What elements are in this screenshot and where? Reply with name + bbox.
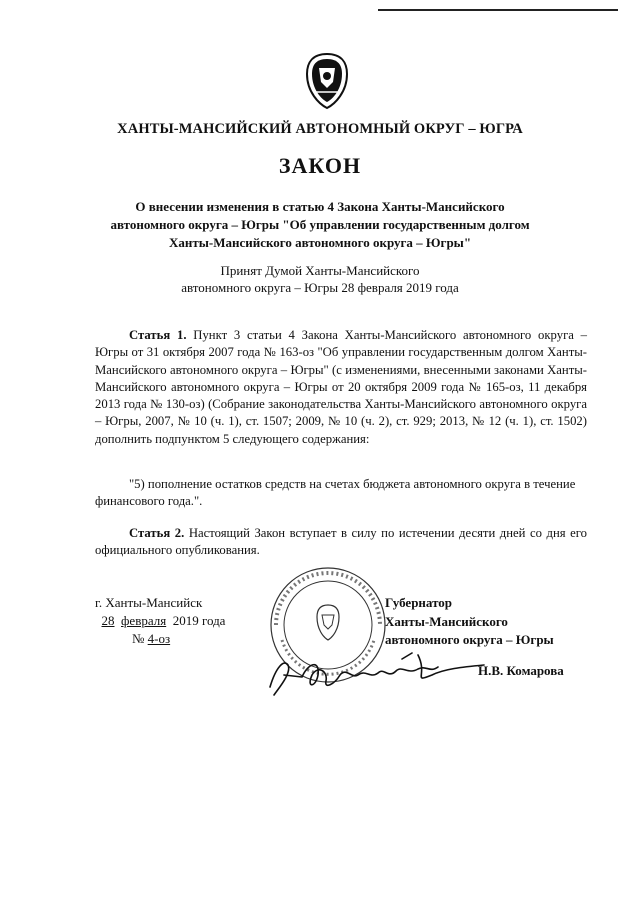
law-title-line: О внесении изменения в статью 4 Закона Ханты-Мансийского: [135, 199, 505, 214]
law-title: [60, 198, 580, 252]
article-1-label: Статья 1.: [129, 328, 187, 342]
law-number-value: 4-оз: [147, 631, 171, 646]
article-2: [95, 525, 587, 560]
signer-title-line: автономного округа – Югры: [385, 632, 554, 647]
article-1-quote-text: "5) пополнение остатков средств на счетах бюджета автономного округа в течение финансового года.".: [95, 477, 576, 509]
article-1-quote: [95, 476, 587, 511]
handwritten-signature: [262, 645, 492, 700]
article-1-text: Пункт 3 статьи 4 Закона Ханты-Мансийского автономного округа – Югры от 31 октября 2007 года № 163-оз "Об управлении государственным долгом Ханты-Мансийского автономного округа – Югры" (с изменениями, внесенными законами Ханты-Мансийского автономного округа – Югры от 20 октября 2009 года № 165-оз, 11 декабря 2013 года № 130-оз) (Собрание законодательства Ханты-Мансийского автономного округа – Югры, 2007, № 10 (ч. 1), ст. 1507; 2009, № 10 (ч. 2), ст. 929; 2013, № 12 (ч. 1), ст. 1502) дополнить подпунктом 5 следующего содержания:: [95, 328, 588, 446]
signer-title: [385, 594, 585, 650]
article-2-label: Статья 2.: [129, 526, 185, 540]
region-heading: ХАНТЫ-МАНСИЙСКИЙ АВТОНОМНЫЙ ОКРУГ – ЮГРА: [117, 121, 523, 137]
top-border-line: [378, 9, 618, 11]
date-day: 28: [101, 613, 115, 628]
adoption-line: Принят Думой Ханты-Мансийского: [220, 263, 420, 278]
law-title-line: автономного округа – Югры "Об управлении государственным долгом: [110, 217, 530, 232]
law-number: [132, 630, 170, 648]
adoption-note: [100, 262, 540, 296]
law-number-prefix: №: [132, 631, 145, 646]
signer-title-line: Ханты-Мансийского: [385, 613, 508, 629]
article-1: [95, 327, 587, 448]
adoption-line: автономного округа – Югры 28 февраля 2019 года: [181, 280, 459, 295]
coat-of-arms-emblem: [303, 52, 351, 110]
signer-title-line: Губернатор: [385, 595, 453, 610]
law-title-line: Ханты-Мансийского автономного округа – Югры": [168, 235, 472, 250]
date-month: февраля: [121, 613, 167, 628]
document-type-heading: ЗАКОН: [278, 153, 362, 178]
date-year: 2019 года: [172, 613, 226, 628]
signing-date: [95, 612, 225, 630]
signing-place: г. Ханты-Мансийск: [95, 595, 203, 610]
article-2-text: Настоящий Закон вступает в силу по истечении десяти дней со дня его официального опубликования.: [95, 526, 588, 558]
signer-name: Н.В. Комарова: [478, 663, 564, 678]
